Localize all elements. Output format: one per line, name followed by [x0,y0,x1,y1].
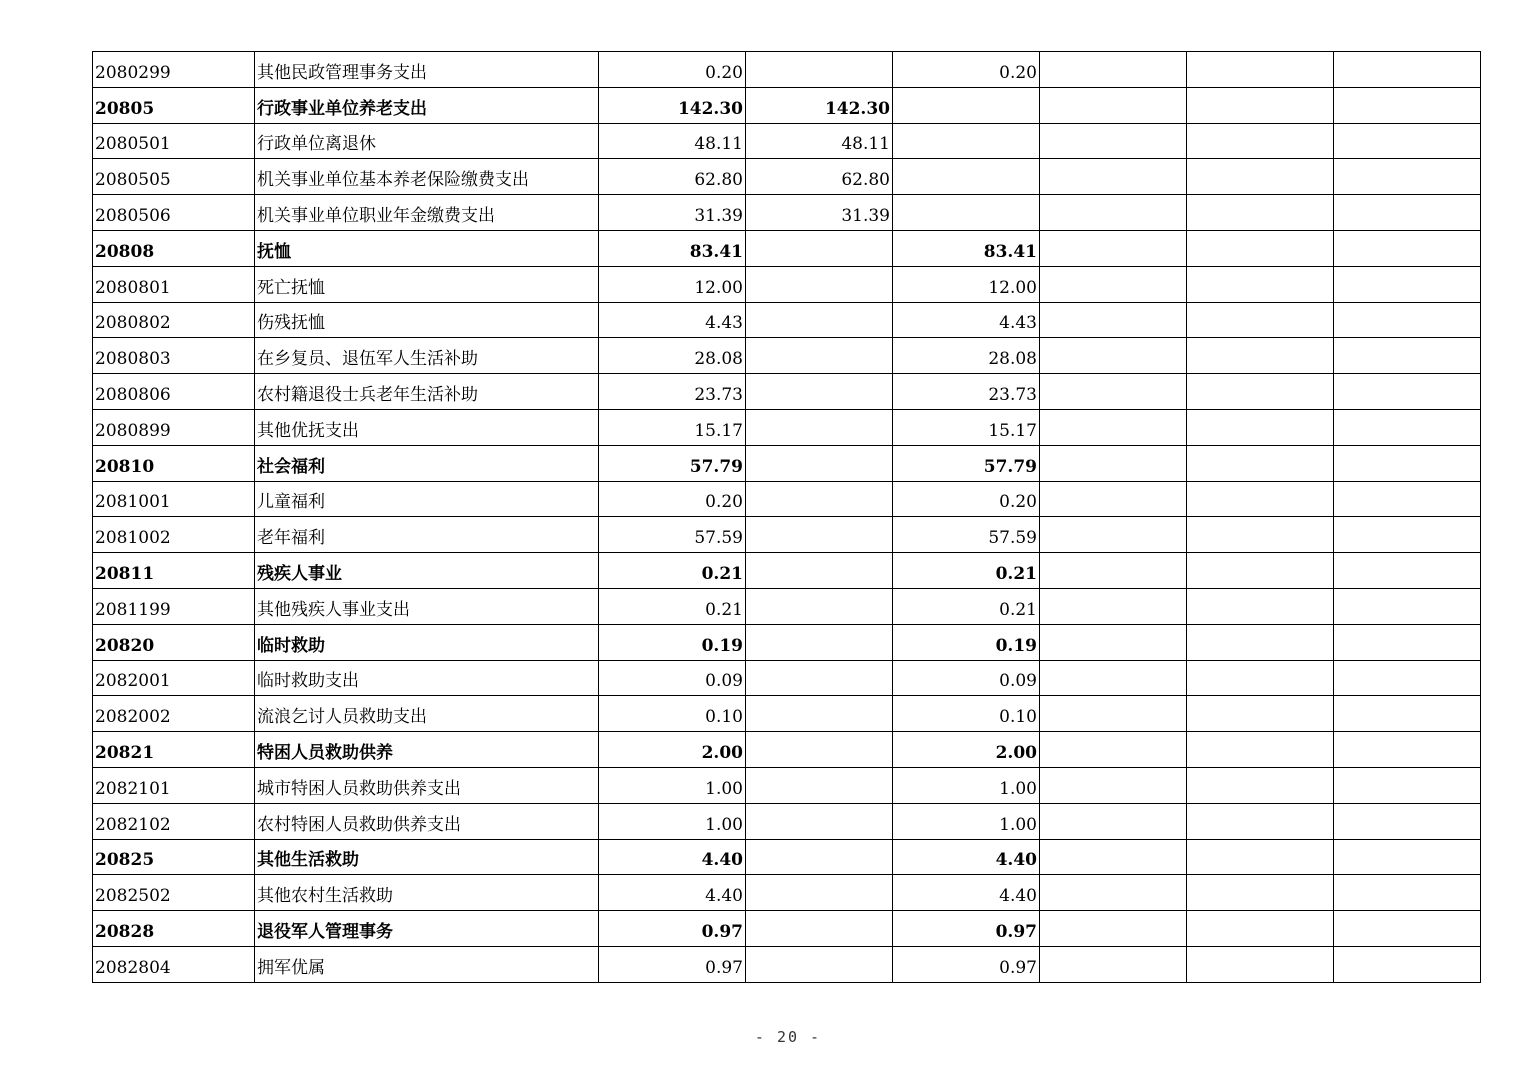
name-cell: 其他残疾人事业支出 [255,588,599,624]
basic-cell [746,624,893,660]
empty-cell [1334,767,1481,803]
basic-cell [746,946,893,982]
table-row [93,159,1481,195]
empty-cell [1334,911,1481,947]
empty-cell [1187,302,1334,338]
empty-cell [1334,374,1481,410]
basic-cell [746,875,893,911]
empty-cell [1040,87,1187,123]
basic-cell [746,660,893,696]
name-cell: 退役军人管理事务 [255,911,599,947]
project-cell: 4.40 [893,875,1040,911]
empty-cell [1040,159,1187,195]
empty-cell [1040,123,1187,159]
table-row [93,875,1481,911]
code-cell: 2080803 [93,338,255,374]
basic-cell [746,803,893,839]
empty-cell [1040,517,1187,553]
empty-cell [1334,624,1481,660]
name-cell: 临时救助支出 [255,660,599,696]
code-cell: 2080802 [93,302,255,338]
project-cell: 28.08 [893,338,1040,374]
name-cell: 特困人员救助供养 [255,732,599,768]
total-cell: 0.09 [599,660,746,696]
empty-cell [1040,839,1187,875]
code-cell: 2082102 [93,803,255,839]
basic-cell [746,338,893,374]
empty-cell [1187,588,1334,624]
name-cell: 老年福利 [255,517,599,553]
basic-cell [746,553,893,589]
code-cell: 2080806 [93,374,255,410]
total-cell: 0.10 [599,696,746,732]
code-cell: 20828 [93,911,255,947]
table-row [93,624,1481,660]
empty-cell [1187,517,1334,553]
total-cell: 4.43 [599,302,746,338]
code-cell: 2082001 [93,660,255,696]
empty-cell [1187,803,1334,839]
code-cell: 2080501 [93,123,255,159]
table-row [93,266,1481,302]
table-row [93,195,1481,231]
empty-cell [1187,696,1334,732]
basic-cell [746,839,893,875]
table-row [93,445,1481,481]
empty-cell [1187,911,1334,947]
empty-cell [1187,159,1334,195]
basic-cell [746,52,893,88]
empty-cell [1334,875,1481,911]
basic-cell [746,696,893,732]
empty-cell [1334,803,1481,839]
total-cell: 62.80 [599,159,746,195]
empty-cell [1040,767,1187,803]
name-cell: 农村特困人员救助供养支出 [255,803,599,839]
empty-cell [1040,338,1187,374]
code-cell: 2080299 [93,52,255,88]
table-row [93,481,1481,517]
code-cell: 2082002 [93,696,255,732]
code-cell: 2081001 [93,481,255,517]
empty-cell [1187,445,1334,481]
table-row [93,409,1481,445]
table-row [93,553,1481,589]
code-cell: 2081199 [93,588,255,624]
total-cell: 1.00 [599,803,746,839]
empty-cell [1040,302,1187,338]
empty-cell [1334,409,1481,445]
name-cell: 伤残抚恤 [255,302,599,338]
empty-cell [1334,553,1481,589]
total-cell: 15.17 [599,409,746,445]
project-cell: 0.21 [893,553,1040,589]
table-row [93,839,1481,875]
total-cell: 0.97 [599,911,746,947]
project-cell: 0.20 [893,481,1040,517]
name-cell: 农村籍退役士兵老年生活补助 [255,374,599,410]
table-body [93,52,1481,983]
total-cell: 2.00 [599,732,746,768]
basic-cell [746,409,893,445]
empty-cell [1040,52,1187,88]
code-cell: 2081002 [93,517,255,553]
empty-cell [1187,767,1334,803]
name-cell: 社会福利 [255,445,599,481]
empty-cell [1040,195,1187,231]
project-cell [893,87,1040,123]
empty-cell [1187,230,1334,266]
basic-cell [746,374,893,410]
project-cell: 15.17 [893,409,1040,445]
empty-cell [1334,946,1481,982]
code-cell: 2080506 [93,195,255,231]
total-cell: 57.59 [599,517,746,553]
table-row [93,803,1481,839]
basic-cell [746,732,893,768]
basic-cell: 62.80 [746,159,893,195]
name-cell: 儿童福利 [255,481,599,517]
empty-cell [1187,946,1334,982]
table-row [93,588,1481,624]
name-cell: 残疾人事业 [255,553,599,589]
code-cell: 2082101 [93,767,255,803]
empty-cell [1334,266,1481,302]
empty-cell [1040,445,1187,481]
empty-cell [1334,481,1481,517]
name-cell: 在乡复员、退伍军人生活补助 [255,338,599,374]
name-cell: 城市特困人员救助供养支出 [255,767,599,803]
name-cell: 临时救助 [255,624,599,660]
table-row [93,732,1481,768]
code-cell: 2082804 [93,946,255,982]
total-cell: 48.11 [599,123,746,159]
empty-cell [1187,338,1334,374]
empty-cell [1187,409,1334,445]
empty-cell [1334,517,1481,553]
empty-cell [1040,946,1187,982]
total-cell: 0.21 [599,588,746,624]
basic-cell [746,517,893,553]
name-cell: 其他生活救助 [255,839,599,875]
empty-cell [1040,732,1187,768]
total-cell: 0.20 [599,481,746,517]
empty-cell [1334,230,1481,266]
empty-cell [1334,87,1481,123]
code-cell: 20805 [93,87,255,123]
empty-cell [1334,195,1481,231]
name-cell: 拥军优属 [255,946,599,982]
budget-table [92,51,1481,983]
total-cell: 12.00 [599,266,746,302]
table-row [93,374,1481,410]
name-cell: 其他优抚支出 [255,409,599,445]
code-cell: 20810 [93,445,255,481]
project-cell [893,159,1040,195]
table-row [93,696,1481,732]
name-cell: 机关事业单位职业年金缴费支出 [255,195,599,231]
table-row [93,87,1481,123]
project-cell: 23.73 [893,374,1040,410]
project-cell: 4.43 [893,302,1040,338]
project-cell: 0.97 [893,911,1040,947]
table-row [93,123,1481,159]
basic-cell [746,911,893,947]
empty-cell [1187,481,1334,517]
empty-cell [1040,374,1187,410]
project-cell: 1.00 [893,767,1040,803]
name-cell: 抚恤 [255,230,599,266]
code-cell: 20825 [93,839,255,875]
empty-cell [1040,803,1187,839]
code-cell: 20811 [93,553,255,589]
project-cell: 57.59 [893,517,1040,553]
name-cell: 机关事业单位基本养老保险缴费支出 [255,159,599,195]
code-cell: 2080505 [93,159,255,195]
project-cell: 57.79 [893,445,1040,481]
project-cell: 1.00 [893,803,1040,839]
empty-cell [1040,481,1187,517]
basic-cell: 48.11 [746,123,893,159]
empty-cell [1187,660,1334,696]
empty-cell [1334,660,1481,696]
name-cell: 行政单位离退休 [255,123,599,159]
total-cell: 1.00 [599,767,746,803]
code-cell: 20820 [93,624,255,660]
project-cell: 2.00 [893,732,1040,768]
empty-cell [1187,624,1334,660]
basic-cell [746,445,893,481]
empty-cell [1040,266,1187,302]
table-row [93,517,1481,553]
basic-cell [746,767,893,803]
empty-cell [1040,624,1187,660]
name-cell: 行政事业单位养老支出 [255,87,599,123]
empty-cell [1334,302,1481,338]
project-cell: 0.09 [893,660,1040,696]
total-cell: 57.79 [599,445,746,481]
empty-cell [1334,588,1481,624]
project-cell [893,123,1040,159]
project-cell: 0.19 [893,624,1040,660]
empty-cell [1187,266,1334,302]
empty-cell [1187,374,1334,410]
name-cell: 死亡抚恤 [255,266,599,302]
empty-cell [1187,52,1334,88]
project-cell: 0.10 [893,696,1040,732]
basic-cell: 142.30 [746,87,893,123]
total-cell: 0.97 [599,946,746,982]
basic-cell [746,266,893,302]
empty-cell [1187,87,1334,123]
empty-cell [1334,52,1481,88]
table-row [93,302,1481,338]
table-row [93,767,1481,803]
total-cell: 0.20 [599,52,746,88]
empty-cell [1187,123,1334,159]
table-row [93,660,1481,696]
empty-cell [1040,588,1187,624]
empty-cell [1040,911,1187,947]
table-row [93,52,1481,88]
empty-cell [1187,553,1334,589]
empty-cell [1334,732,1481,768]
empty-cell [1187,195,1334,231]
code-cell: 20821 [93,732,255,768]
basic-cell [746,588,893,624]
empty-cell [1040,660,1187,696]
empty-cell [1334,445,1481,481]
empty-cell [1334,696,1481,732]
name-cell: 流浪乞讨人员救助支出 [255,696,599,732]
project-cell: 0.21 [893,588,1040,624]
empty-cell [1334,839,1481,875]
total-cell: 0.21 [599,553,746,589]
name-cell: 其他民政管理事务支出 [255,52,599,88]
total-cell: 0.19 [599,624,746,660]
total-cell: 28.08 [599,338,746,374]
total-cell: 4.40 [599,839,746,875]
project-cell: 12.00 [893,266,1040,302]
empty-cell [1040,696,1187,732]
empty-cell [1334,159,1481,195]
total-cell: 142.30 [599,87,746,123]
basic-cell [746,302,893,338]
project-cell: 83.41 [893,230,1040,266]
empty-cell [1040,875,1187,911]
project-cell: 4.40 [893,839,1040,875]
code-cell: 2082502 [93,875,255,911]
empty-cell [1040,230,1187,266]
empty-cell [1187,732,1334,768]
empty-cell [1040,553,1187,589]
empty-cell [1187,839,1334,875]
total-cell: 83.41 [599,230,746,266]
name-cell: 其他农村生活救助 [255,875,599,911]
code-cell: 2080801 [93,266,255,302]
project-cell: 0.20 [893,52,1040,88]
code-cell: 2080899 [93,409,255,445]
empty-cell [1334,123,1481,159]
total-cell: 23.73 [599,374,746,410]
table-row [93,946,1481,982]
table-row [93,338,1481,374]
code-cell: 20808 [93,230,255,266]
page-number: - 20 - [754,1028,822,1046]
basic-cell [746,481,893,517]
total-cell: 31.39 [599,195,746,231]
table-row [93,230,1481,266]
project-cell [893,195,1040,231]
table-row [93,911,1481,947]
empty-cell [1187,875,1334,911]
total-cell: 4.40 [599,875,746,911]
basic-cell [746,230,893,266]
basic-cell: 31.39 [746,195,893,231]
project-cell: 0.97 [893,946,1040,982]
empty-cell [1334,338,1481,374]
empty-cell [1040,409,1187,445]
